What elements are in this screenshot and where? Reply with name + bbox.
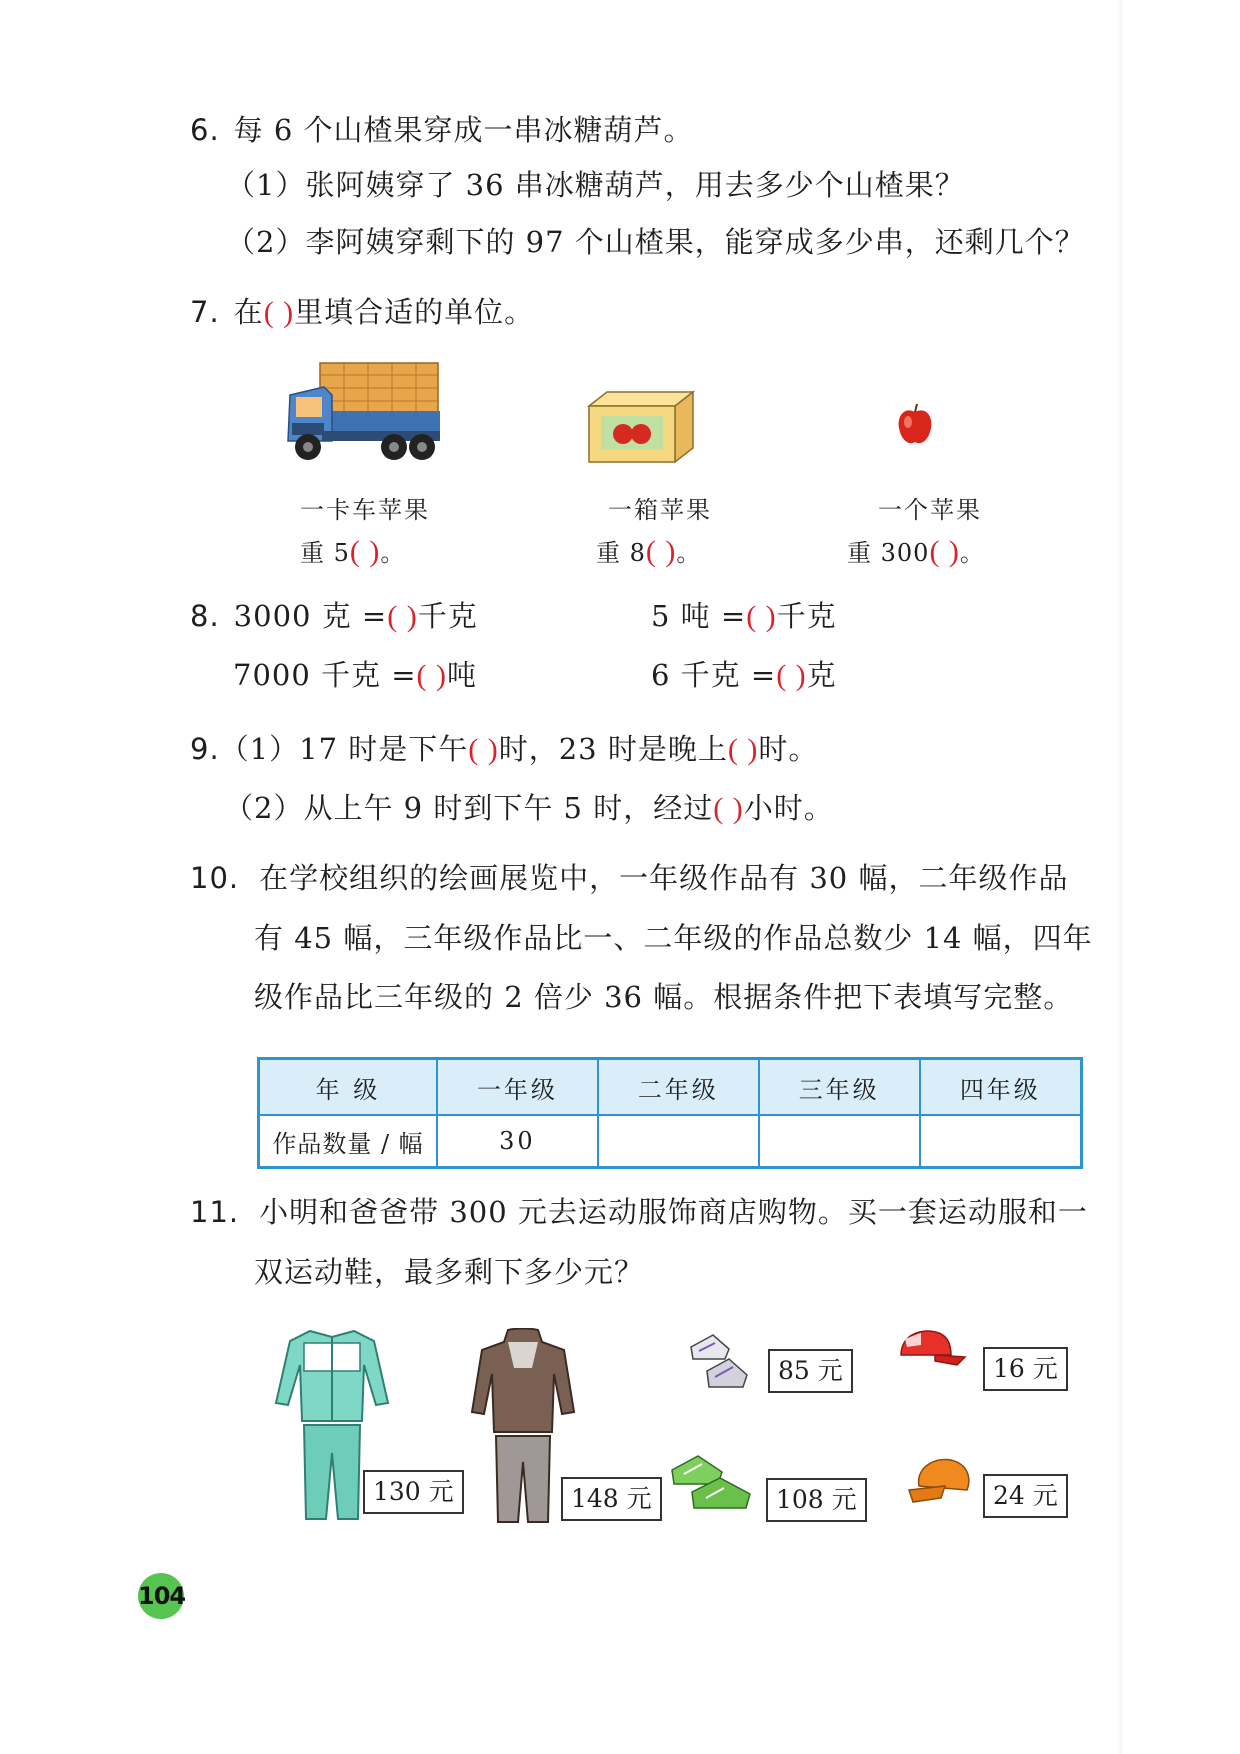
- red-cap-illustration: [895, 1325, 967, 1371]
- weight-text: 重 8: [596, 539, 646, 567]
- answer-blank[interactable]: ( ): [776, 659, 807, 692]
- answer-blank[interactable]: ( ): [929, 535, 960, 568]
- answer-blank[interactable]: ( ): [713, 792, 744, 825]
- question-number: 6.: [190, 113, 220, 147]
- caption-box: 一箱苹果: [608, 496, 712, 524]
- question-6-part-1: （1）张阿姨穿了 36 串冰糖葫芦，用去多少个山楂果？: [226, 168, 965, 202]
- weight-text: 。: [676, 539, 702, 567]
- conversion-unit: 千克: [417, 599, 478, 633]
- weight-box: [596, 532, 701, 573]
- caption-truck: 一卡车苹果: [300, 496, 430, 524]
- question-text: 小明和爸爸带 300 元去运动服饰商店购物。买一套运动服和一: [259, 1195, 1088, 1229]
- caption-apple: 一个苹果: [878, 496, 982, 524]
- table-cell: 30: [437, 1115, 598, 1168]
- question-8-item-2: [651, 596, 837, 637]
- table-cell-blank[interactable]: [920, 1115, 1082, 1168]
- answer-blank[interactable]: ( ): [727, 733, 759, 766]
- conversion-text: 5 吨 =: [651, 599, 747, 633]
- conversion-text: 7000 千克 =: [233, 658, 417, 692]
- conversion-text: 3000 克 =: [233, 599, 388, 633]
- conversion-unit: 克: [806, 658, 837, 692]
- price-tag: 108 元: [766, 1478, 867, 1522]
- question-6: [190, 110, 694, 150]
- question-8-item-1: [190, 596, 478, 637]
- question-number: 11.: [190, 1195, 240, 1229]
- table-cell-blank[interactable]: [598, 1115, 759, 1168]
- truck-illustration: [282, 355, 442, 467]
- page-number: 104: [138, 1573, 184, 1619]
- table-header-cell: 二年级: [598, 1059, 759, 1116]
- price-tag: 148 元: [561, 1477, 662, 1521]
- price-tag: 85 元: [768, 1349, 853, 1393]
- question-text: （1）17 时是下午: [219, 732, 469, 766]
- table-header-cell: 四年级: [920, 1059, 1082, 1116]
- price-tag: 16 元: [983, 1347, 1068, 1391]
- weight-text: 重 5: [300, 539, 350, 567]
- question-text: 在: [233, 295, 264, 329]
- question-8-item-3: [233, 655, 477, 696]
- question-9-part-2: [224, 788, 834, 829]
- gray-sneakers-illustration: [685, 1325, 755, 1395]
- conversion-unit: 吨: [447, 658, 478, 692]
- answer-blank[interactable]: ( ): [746, 600, 777, 633]
- question-10-line-3: 级作品比三年级的 2 倍少 36 幅。根据条件把下表填写完整。: [254, 980, 1074, 1014]
- page-edge: [1116, 0, 1122, 1754]
- question-6-part-2: （2）李阿姨穿剩下的 97 个山楂果，能穿成多少串，还剩几个？: [226, 225, 1085, 259]
- question-text: 里填合适的单位。: [294, 295, 535, 329]
- answer-blank[interactable]: ( ): [468, 733, 499, 766]
- table-row-label: 作品数量 / 幅: [259, 1115, 438, 1168]
- question-number: 10.: [190, 861, 240, 895]
- question-10-line-2: 有 45 幅，三年级作品比一、二年级的作品总数少 14 幅，四年: [254, 921, 1093, 955]
- answer-blank[interactable]: ( ): [263, 296, 295, 329]
- price-tag: 130 元: [363, 1470, 464, 1514]
- weight-apple: [847, 532, 985, 573]
- question-text: 在学校组织的绘画展览中，一年级作品有 30 幅，二年级作品: [259, 861, 1069, 895]
- weight-text: 。: [959, 539, 985, 567]
- question-10-line-1: [190, 858, 1068, 898]
- answer-blank[interactable]: ( ): [645, 535, 677, 568]
- green-sneakers-illustration: [668, 1450, 756, 1516]
- question-9-part-1: [190, 729, 818, 770]
- table-header-cell: 三年级: [759, 1059, 920, 1116]
- answer-blank[interactable]: ( ): [349, 535, 381, 568]
- grade-table: [257, 1057, 1083, 1169]
- table-cell-blank[interactable]: [759, 1115, 920, 1168]
- question-text: 每 6 个山楂果穿成一串冰糖葫芦。: [233, 113, 694, 147]
- question-text: 时。: [758, 732, 819, 766]
- conversion-unit: 千克: [776, 599, 837, 633]
- question-11-line-1: [190, 1192, 1088, 1232]
- conversion-text: 6 千克 =: [651, 658, 777, 692]
- weight-text: 。: [380, 539, 406, 567]
- question-text: 时，23 时是晚上: [498, 732, 728, 766]
- question-number: 7.: [190, 295, 220, 329]
- weight-text: 重 300: [847, 539, 930, 567]
- price-tag: 24 元: [983, 1474, 1068, 1518]
- apple-illustration: [895, 402, 935, 448]
- table-row: [259, 1115, 1082, 1168]
- weight-truck: [300, 532, 405, 573]
- answer-blank[interactable]: ( ): [387, 600, 418, 633]
- question-number: 9.: [190, 732, 220, 766]
- box-illustration: [585, 388, 697, 466]
- table-header-cell: 年 级: [259, 1059, 438, 1116]
- question-text: （2）从上午 9 时到下午 5 时，经过: [224, 791, 714, 825]
- question-number: 8.: [190, 599, 220, 633]
- question-8-item-4: [651, 655, 837, 696]
- table-header-row: [259, 1059, 1082, 1116]
- question-text: 小时。: [743, 791, 834, 825]
- orange-cap-illustration: [905, 1452, 975, 1512]
- table-header-cell: 一年级: [437, 1059, 598, 1116]
- question-7: [190, 292, 534, 333]
- answer-blank[interactable]: ( ): [416, 659, 448, 692]
- question-11-line-2: 双运动鞋，最多剩下多少元？: [254, 1255, 645, 1289]
